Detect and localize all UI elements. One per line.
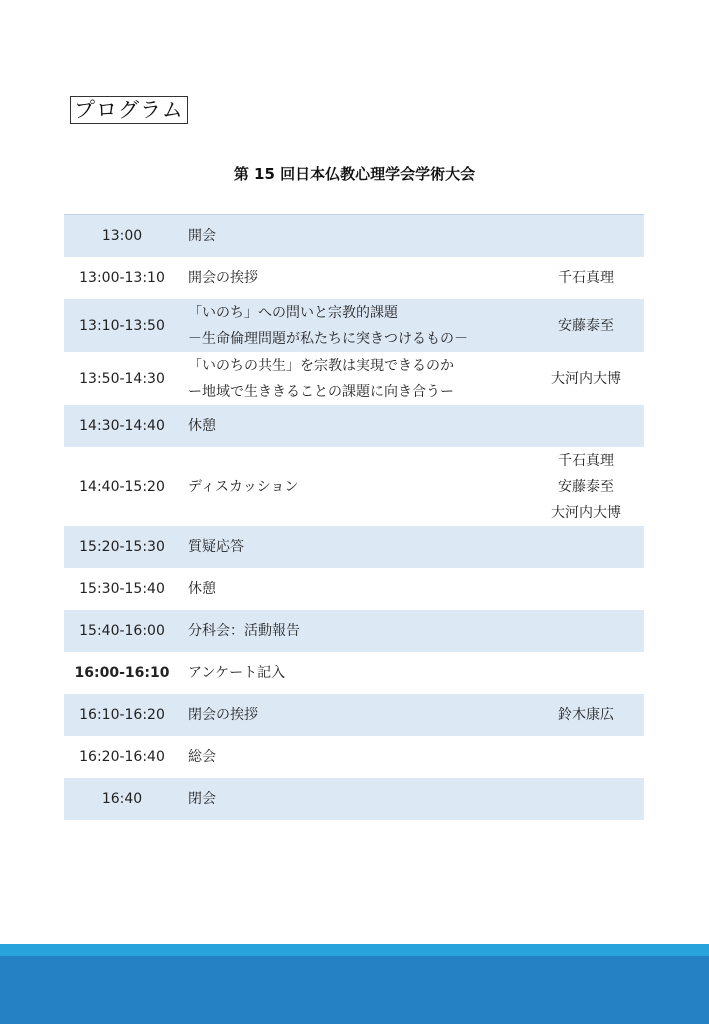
footer-stripe	[0, 944, 709, 956]
item-line: 休憩	[188, 418, 216, 434]
speaker-name: 安藤泰至	[558, 478, 614, 495]
row-item	[180, 744, 528, 770]
row-item	[180, 353, 528, 405]
row-time: 13:10-13:50	[79, 317, 165, 334]
speaker-name: 大河内大博	[551, 504, 621, 521]
row-speaker	[528, 448, 644, 526]
footer-band	[0, 956, 709, 1024]
schedule-row	[64, 568, 644, 610]
item-line: 「いのち」への問いと宗教的課題	[188, 304, 398, 321]
row-time: 15:30-15:40	[79, 581, 165, 597]
row-time: 15:20-15:30	[79, 539, 165, 555]
row-time: 16:40	[101, 791, 143, 807]
row-time: 16:10-16:20	[79, 707, 165, 723]
schedule-row	[64, 610, 644, 652]
row-time: 14:30-14:40	[79, 418, 165, 434]
item-line: 分科会：活動報告	[188, 623, 300, 639]
row-item	[180, 660, 528, 686]
item-line: 閉会	[188, 791, 216, 807]
row-time: 16:00-16:10	[74, 665, 170, 681]
schedule-row	[64, 778, 644, 820]
schedule-row	[64, 736, 644, 778]
item-line: 「いのちの共生」を宗教は実現できるのか	[188, 357, 454, 374]
row-item	[180, 223, 528, 249]
section-heading: プログラム	[70, 96, 188, 124]
row-time: 16:20-16:40	[79, 749, 165, 765]
row-time: 15:40-16:00	[79, 623, 165, 639]
row-time: 13:00	[101, 228, 143, 244]
row-speaker	[528, 366, 644, 392]
row-item	[180, 534, 528, 560]
item-subtitle: ー地域で生ききることの課題に向き合うー	[188, 383, 454, 400]
item-line: 開会の挨拶	[188, 270, 258, 286]
schedule-row	[64, 652, 644, 694]
item-line: 閉会の挨拶	[188, 707, 258, 723]
schedule-row	[64, 299, 644, 352]
item-line: 休憩	[188, 581, 216, 597]
schedule-row	[64, 694, 644, 736]
row-item	[180, 300, 528, 352]
item-line: アンケート記入	[188, 665, 286, 681]
item-line: 開会	[188, 228, 216, 244]
schedule-row	[64, 447, 644, 526]
row-time: 13:00-13:10	[79, 270, 165, 286]
row-item	[180, 786, 528, 812]
speaker-name: 千石真理	[558, 452, 614, 469]
row-time: 13:50-14:30	[79, 370, 165, 387]
row-speaker	[528, 265, 644, 291]
schedule-row	[64, 215, 644, 257]
item-line: 質疑応答	[188, 539, 244, 555]
row-time: 14:40-15:20	[79, 478, 165, 495]
row-speaker	[528, 702, 644, 728]
schedule-row	[64, 257, 644, 299]
item-line: 総会	[188, 749, 216, 765]
program-schedule-table	[64, 214, 644, 820]
item-line: ディスカッション	[188, 478, 299, 495]
schedule-row	[64, 526, 644, 568]
item-subtitle: －生命倫理問題が私たちに突きつけるもの－	[188, 330, 468, 347]
row-item	[180, 265, 528, 291]
schedule-row	[64, 352, 644, 405]
row-item	[180, 618, 528, 644]
row-item	[180, 474, 528, 500]
speaker-name: 鈴木康広	[558, 707, 614, 723]
speaker-name: 安藤泰至	[558, 317, 614, 334]
schedule-row	[64, 405, 644, 447]
row-item	[180, 576, 528, 602]
row-item	[180, 702, 528, 728]
row-item	[180, 413, 528, 439]
event-title: 第 15 回日本仏教心理学会学術大会	[233, 165, 476, 183]
speaker-name: 千石真理	[558, 270, 614, 286]
row-speaker	[528, 313, 644, 339]
speaker-name: 大河内大博	[551, 370, 621, 387]
